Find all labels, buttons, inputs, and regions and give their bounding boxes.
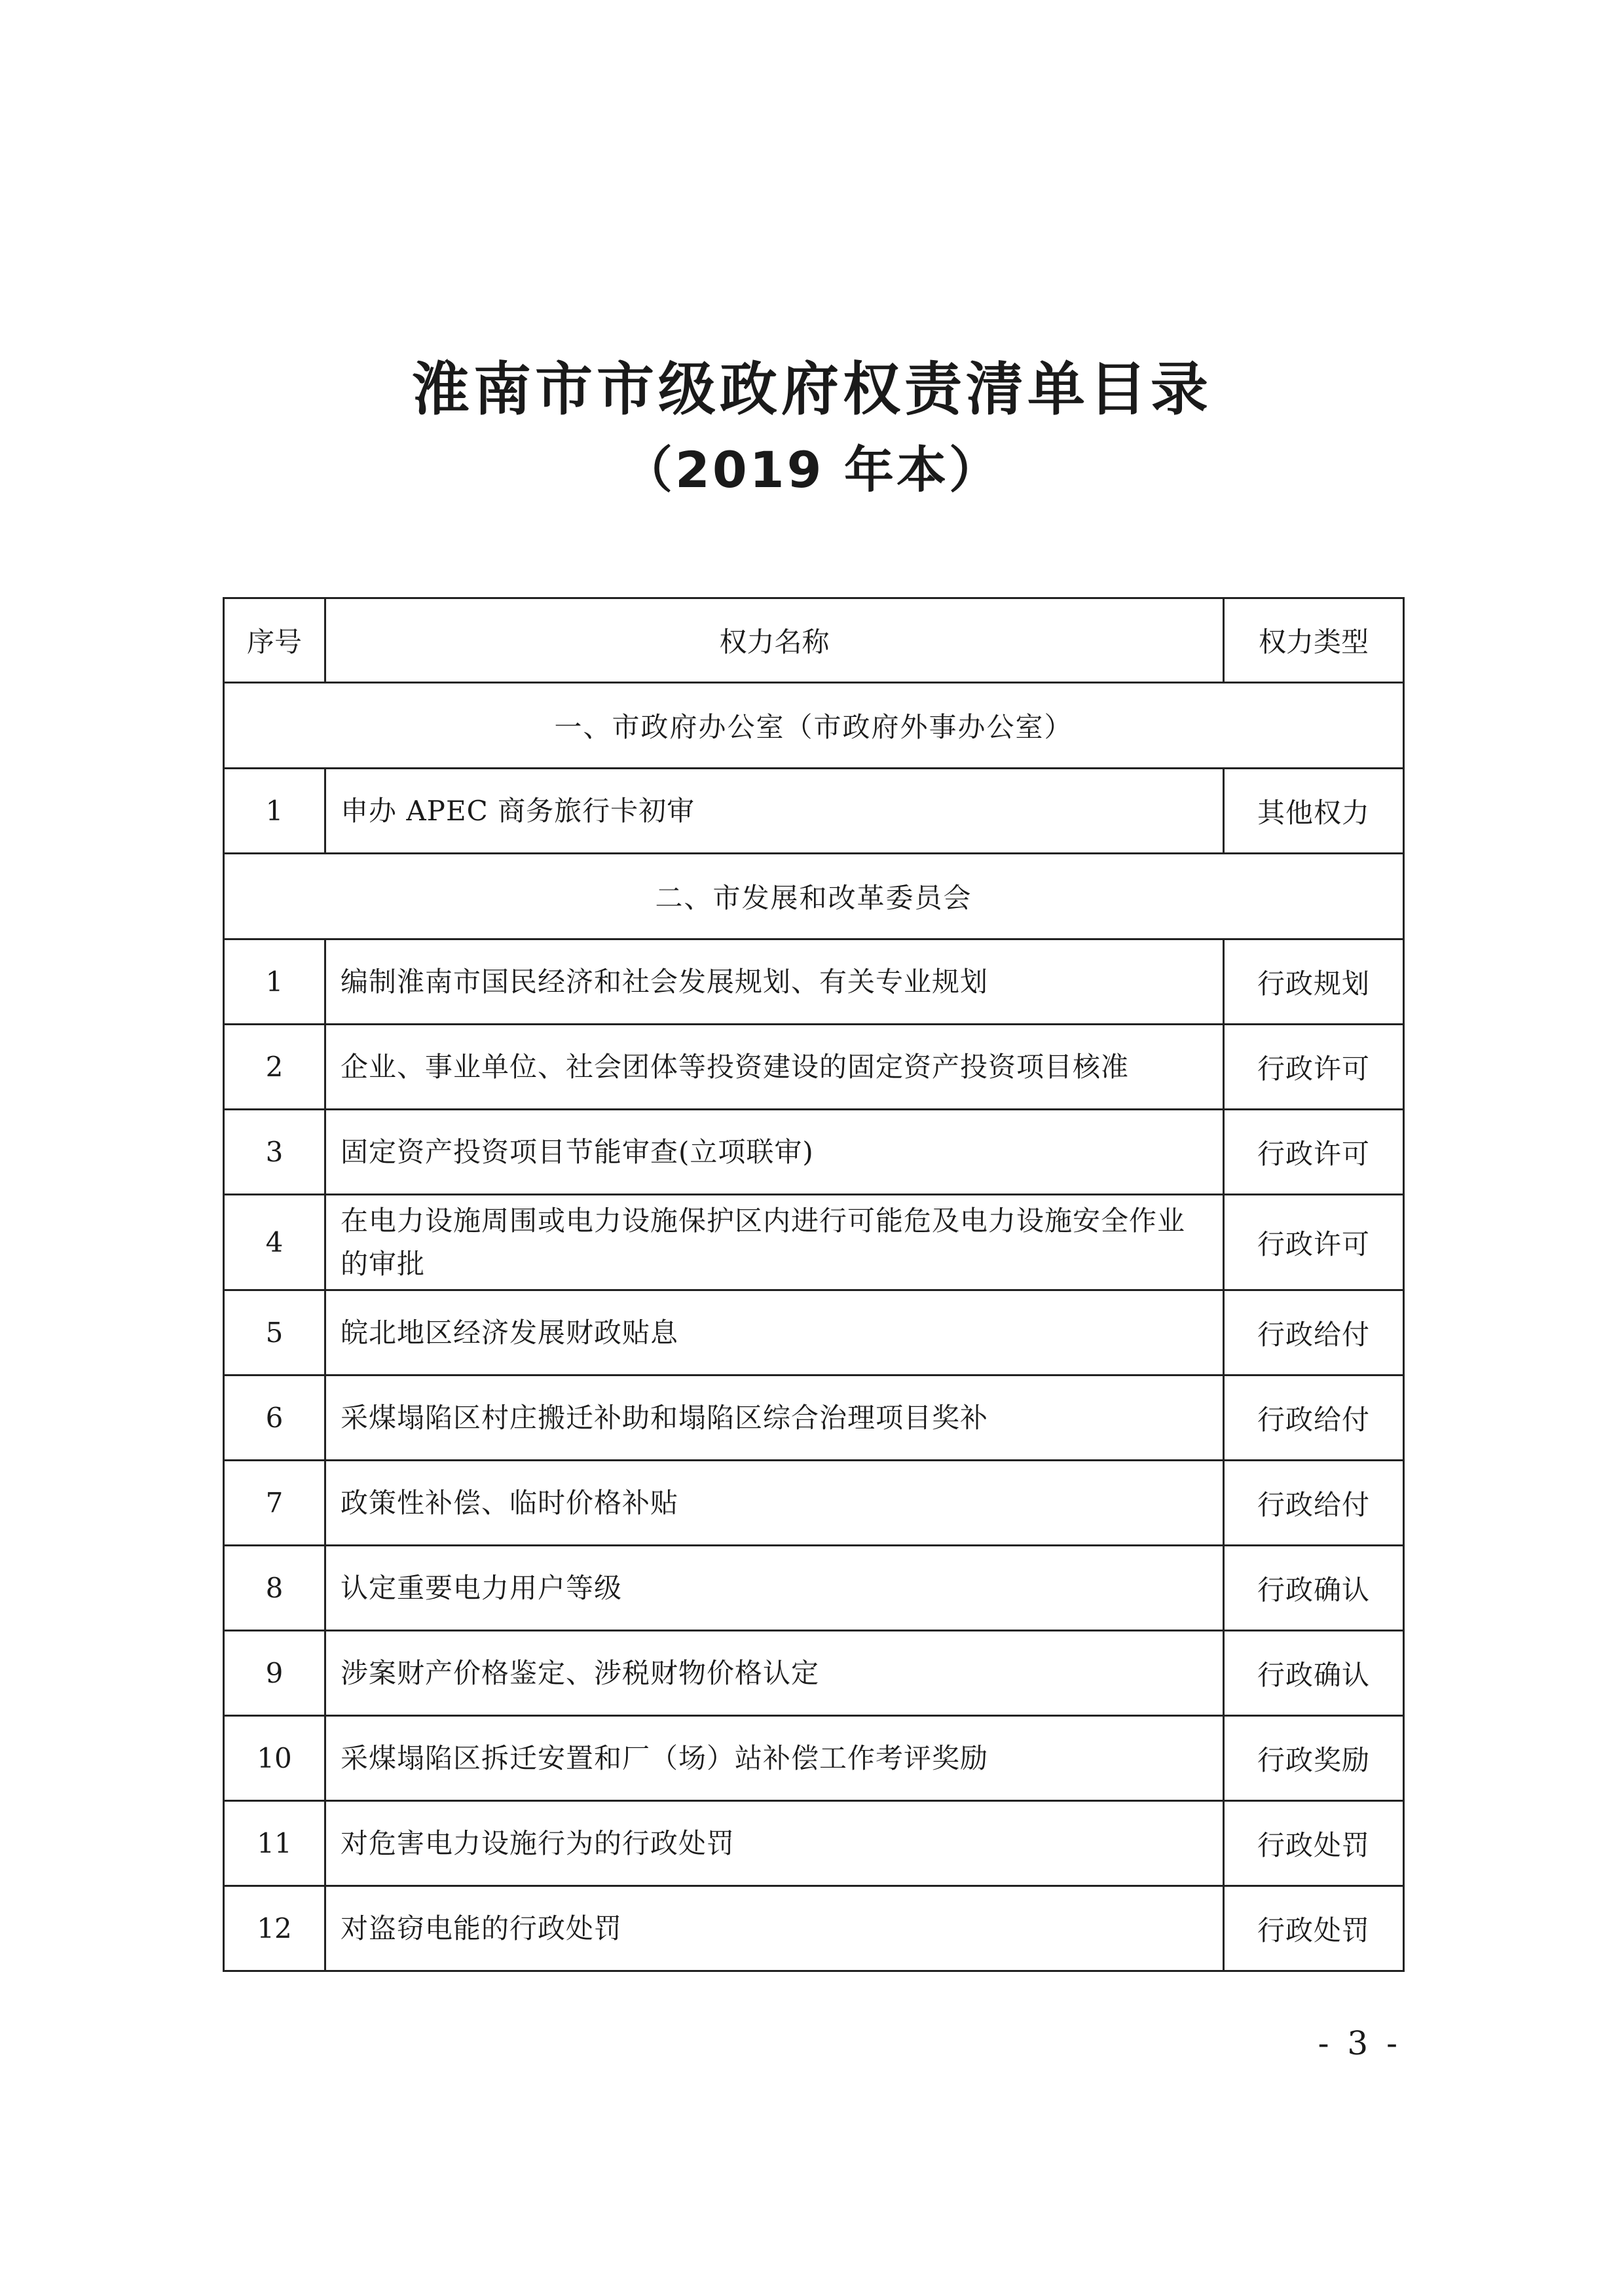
- document-subtitle: （2019 年本）: [623, 441, 1001, 499]
- power-list-table-wrapper: [223, 597, 1403, 1972]
- table-body: [224, 598, 1404, 1971]
- section-heading: 一、市政府办公室（市政府外事办公室）: [224, 683, 1404, 769]
- power-type: 行政给付: [1224, 1461, 1404, 1546]
- row-number: 10: [224, 1716, 325, 1801]
- section-heading-row: [224, 854, 1404, 939]
- power-type: 行政奖励: [1224, 1716, 1404, 1801]
- power-list-table: [223, 597, 1405, 1972]
- row-number: 4: [224, 1195, 325, 1290]
- table-row: [224, 1716, 1404, 1801]
- power-name: 对盗窃电能的行政处罚: [325, 1886, 1224, 1971]
- table-row: [224, 1886, 1404, 1971]
- row-number: 6: [224, 1376, 325, 1461]
- section-heading-row: [224, 683, 1404, 769]
- row-number: 9: [224, 1631, 325, 1716]
- power-name: 对危害电力设施行为的行政处罚: [325, 1801, 1224, 1886]
- section-heading: 二、市发展和改革委员会: [224, 854, 1404, 939]
- row-number: 11: [224, 1801, 325, 1886]
- power-name: 固定资产投资项目节能审查(立项联审): [325, 1110, 1224, 1195]
- row-number: 1: [224, 769, 325, 854]
- table-row: [224, 769, 1404, 854]
- power-name: 采煤塌陷区村庄搬迁补助和塌陷区综合治理项目奖补: [325, 1376, 1224, 1461]
- table-row: [224, 1195, 1404, 1290]
- power-name: 政策性补偿、临时价格补贴: [325, 1461, 1224, 1546]
- table-header-row: [224, 598, 1404, 683]
- table-row: [224, 939, 1404, 1025]
- power-type: 行政许可: [1224, 1110, 1404, 1195]
- power-name: 皖北地区经济发展财政贴息: [325, 1290, 1224, 1376]
- header-power-type: 权力类型: [1224, 598, 1404, 683]
- row-number: 7: [224, 1461, 325, 1546]
- table-row: [224, 1461, 1404, 1546]
- power-type: 行政给付: [1224, 1290, 1404, 1376]
- power-type: 行政确认: [1224, 1631, 1404, 1716]
- power-type: 行政处罚: [1224, 1886, 1404, 1971]
- power-type: 行政处罚: [1224, 1801, 1404, 1886]
- table-row: [224, 1546, 1404, 1631]
- row-number: 3: [224, 1110, 325, 1195]
- power-name: 企业、事业单位、社会团体等投资建设的固定资产投资项目核准: [325, 1025, 1224, 1110]
- power-type: 行政规划: [1224, 939, 1404, 1025]
- power-type: 行政确认: [1224, 1546, 1404, 1631]
- row-number: 8: [224, 1546, 325, 1631]
- table-row: [224, 1290, 1404, 1376]
- power-name: 认定重要电力用户等级: [325, 1546, 1224, 1631]
- power-type: 其他权力: [1224, 769, 1404, 854]
- table-row: [224, 1801, 1404, 1886]
- power-name: 涉案财产价格鉴定、涉税财物价格认定: [325, 1631, 1224, 1716]
- power-type: 行政许可: [1224, 1025, 1404, 1110]
- row-number: 12: [224, 1886, 325, 1971]
- power-name: 编制淮南市国民经济和社会发展规划、有关专业规划: [325, 939, 1224, 1025]
- power-type: 行政给付: [1224, 1376, 1404, 1461]
- row-number: 1: [224, 939, 325, 1025]
- header-power-name: 权力名称: [325, 598, 1224, 683]
- table-row: [224, 1376, 1404, 1461]
- table-row: [224, 1110, 1404, 1195]
- power-name: 申办 APEC 商务旅行卡初审: [325, 769, 1224, 854]
- page-number: - 3 -: [1318, 2024, 1401, 2062]
- power-name: 采煤塌陷区拆迁安置和厂（场）站补偿工作考评奖励: [325, 1716, 1224, 1801]
- table-row: [224, 1631, 1404, 1716]
- row-number: 2: [224, 1025, 325, 1110]
- row-number: 5: [224, 1290, 325, 1376]
- power-name: 在电力设施周围或电力设施保护区内进行可能危及电力设施安全作业的审批: [325, 1195, 1224, 1290]
- document-title: 淮南市市级政府权责清单目录: [411, 355, 1212, 423]
- power-type: 行政许可: [1224, 1195, 1404, 1290]
- table-row: [224, 1025, 1404, 1110]
- header-number: 序号: [224, 598, 325, 683]
